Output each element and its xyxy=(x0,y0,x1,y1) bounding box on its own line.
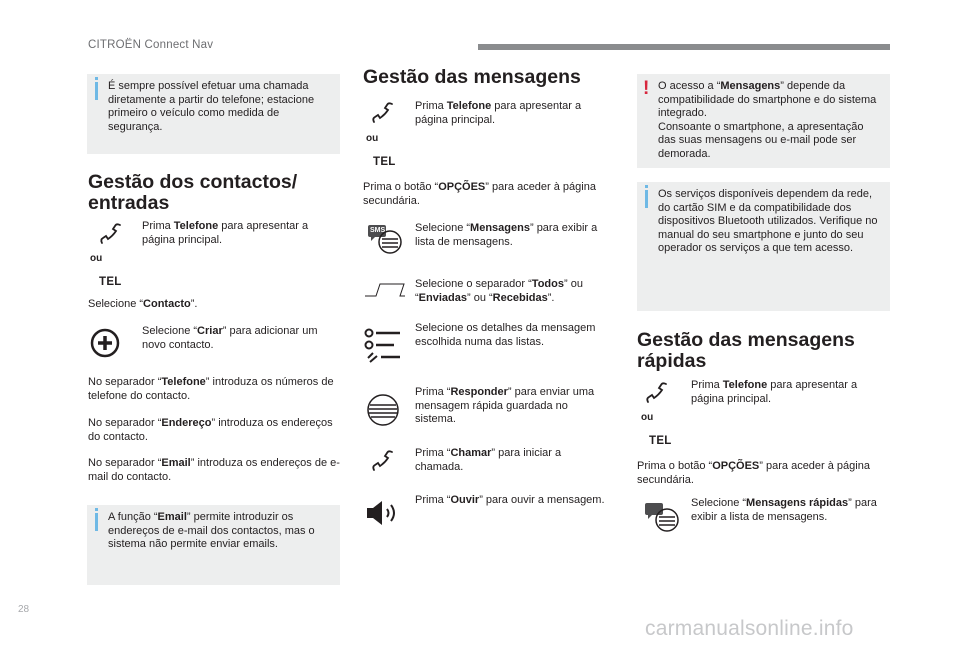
sms-badge: SMS xyxy=(370,227,386,234)
heading-line-2: rápidas xyxy=(637,350,707,372)
tel-label: TEL xyxy=(373,156,396,168)
info-icon xyxy=(645,190,648,208)
section-heading-messages: Gestão das mensagens xyxy=(363,66,581,88)
services-info-note xyxy=(637,182,890,311)
options-text: Prima o botão “OPÇÕES” para aceder à página secundária. xyxy=(363,181,596,207)
warning-note xyxy=(637,74,890,168)
quick-messages-text: Selecione “Mensagens rápidas” para exibir a lista de mensagens. xyxy=(691,497,877,523)
info-icon xyxy=(95,513,98,531)
header-bar xyxy=(478,44,890,50)
heading-line-1: Gestão dos contactos/ xyxy=(88,171,298,193)
reply-list-icon xyxy=(366,393,400,427)
step-phone-text: Prima Telefone para apresentar a página principal. xyxy=(142,220,309,246)
info-icon xyxy=(95,82,98,100)
services-note-text: Os serviços disponíveis dependem da rede, do cartão SIM e da compatibilidade dos dispositivos Bluetooth utilizados. Verifique no manual do seu smartphone e junto do seu operador os serviços a que tem acesso. xyxy=(658,188,878,254)
step-phone-text: Prima Telefone para apresentar a página principal. xyxy=(415,100,582,126)
heading-line-2: entradas xyxy=(88,192,170,214)
tel-label: TEL xyxy=(649,435,672,447)
warning-icon: ! xyxy=(643,78,650,99)
info-note xyxy=(87,74,340,154)
warning-note-text: O acesso a “Mensagens” depende da compatibilidade do smartphone e do sistema integrado. Consoante o smartphone, a apresentação das suas mensagens ou e-mail pode ser demorada. xyxy=(658,80,877,160)
phone-icon xyxy=(371,449,395,473)
or-label: ou xyxy=(90,253,103,264)
email-tab-text: No separador “Email” introduza os endereços de e-mail do contacto. xyxy=(88,457,340,483)
call-text: Prima “Chamar” para iniciar a chamada. xyxy=(415,447,562,473)
section-heading-contacts xyxy=(88,172,297,214)
section-heading-quick-messages xyxy=(637,330,855,372)
select-contact-text: Selecione “Contacto”. xyxy=(88,298,198,310)
select-details-text: Selecione os detalhes da mensagem escolhida numa das listas. xyxy=(415,322,596,348)
select-tab-text: Selecione o separador “Todos” ou “Enviadas” ou “Recebidas”. xyxy=(415,278,583,304)
tab-icon xyxy=(364,282,406,298)
list-detail-icon xyxy=(364,326,402,364)
plus-circle-icon xyxy=(90,328,120,358)
tel-label: TEL xyxy=(99,276,122,288)
step-phone-text: Prima Telefone para apresentar a página principal. xyxy=(691,379,858,405)
listen-text: Prima “Ouvir” para ouvir a mensagem. xyxy=(415,494,605,506)
heading-line-1: Gestão das mensagens xyxy=(637,329,855,351)
create-contact-text: Selecione “Criar” para adicionar um novo contacto. xyxy=(142,325,318,351)
phone-icon xyxy=(371,101,395,125)
email-note-text: A função “Email” permite introduzir os endereços de e-mail dos contactos, mas o sistema não permite enviar emails. xyxy=(108,511,315,550)
watermark: carmanualsonline.info xyxy=(645,617,854,640)
phone-icon xyxy=(645,381,669,405)
phone-icon xyxy=(99,222,123,246)
speaker-icon xyxy=(366,500,400,526)
address-tab-text: No separador “Endereço” introduza os endereços do contacto. xyxy=(88,417,333,443)
or-label: ou xyxy=(641,412,654,423)
page-number: 28 xyxy=(18,604,30,615)
select-messages-text: Selecione “Mensagens” para exibir a lista de mensagens. xyxy=(415,222,598,248)
options-text: Prima o botão “OPÇÕES” para aceder à página secundária. xyxy=(637,460,870,486)
message-list-icon xyxy=(643,502,679,532)
or-label: ou xyxy=(366,133,379,144)
reply-text: Prima “Responder” para enviar uma mensagem rápida guardada no sistema. xyxy=(415,386,595,425)
email-info-note xyxy=(87,505,340,585)
phone-tab-text: No separador “Telefone” introduza os números de telefone do contacto. xyxy=(88,376,334,402)
info-note-text: É sempre possível efetuar uma chamada diretamente a partir do telefone; estacione primeiro o veículo como medida de segurança. xyxy=(108,80,315,133)
manual-header-title: CITROËN Connect Nav xyxy=(88,39,214,51)
